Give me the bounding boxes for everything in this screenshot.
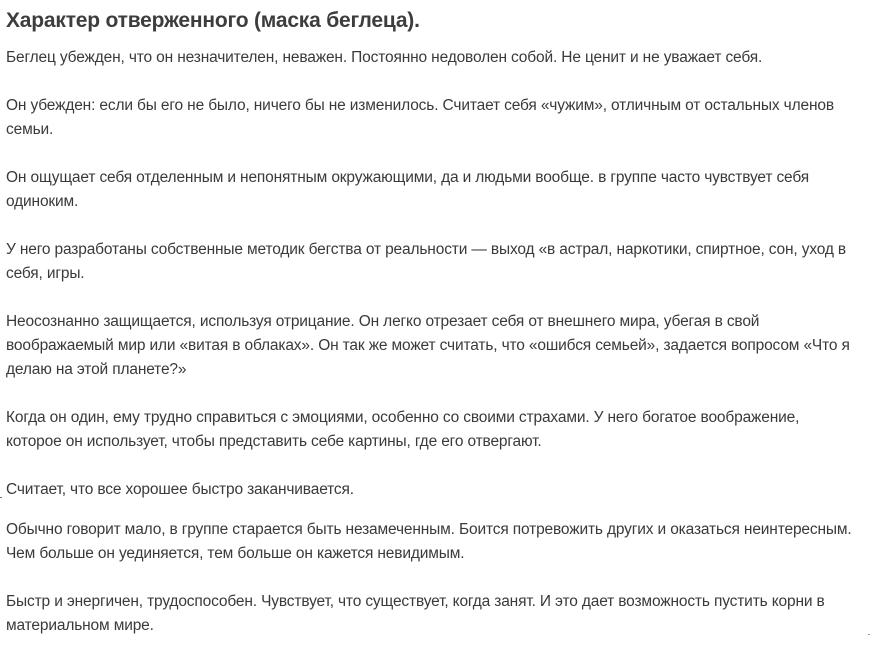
paragraph-7: Считает, что все хорошее быстро заканчивается. (6, 481, 354, 498)
article (6, 0, 868, 634)
paragraph-1: Беглец убежден, что он незначителен, неважен. Постоянно недоволен собой. Не ценит и не уважает себя. (6, 49, 763, 66)
paragraph-4: У него разработаны собственные методик бегства от реальности — выход «в астрал, наркотики, спиртное, сон, уход в себя, игры. (6, 241, 847, 282)
article-title: Характер отверженного (маска беглеца). (6, 9, 420, 32)
paragraph-2: Он убежден: если бы его не было, ничего бы не изменилось. Считает себя «чужим», отличным от остальных членов семьи. (6, 97, 834, 138)
paragraph-8: Обычно говорит мало, в группе старается быть незамеченным. Боится потревожить других и оказаться неинтересным. Чем больше он уединяется, тем больше он кажется невидимым. (6, 521, 852, 562)
paragraph-5: Неосознанно защищается, используя отрицание. Он легко отрезает себя от внешнего мира, убегая в свой воображаемый мир или «витая в облаках». Он так же может считать, что «ошибся семьей», задается вопросом «Что я делаю на этой планете?» (6, 313, 850, 378)
paragraph-3: Он ощущает себя отделенным и непонятным окружающими, да и людьми вообще. в группе часто чувствует себя одиноким. (6, 169, 809, 210)
text-cursor-mark (0, 497, 2, 498)
paragraph-9: Быстр и энергичен, трудоспособен. Чувствует, что существует, когда занят. И это дает возможность пустить корни в материальном мире. (6, 593, 825, 634)
edge-mark (868, 634, 870, 635)
paragraph-6: Когда он один, ему трудно справиться с эмоциями, особенно со своими страхами. У него богатое воображение, которое он использует, чтобы представить себе картины, где его отвергают. (6, 409, 800, 450)
